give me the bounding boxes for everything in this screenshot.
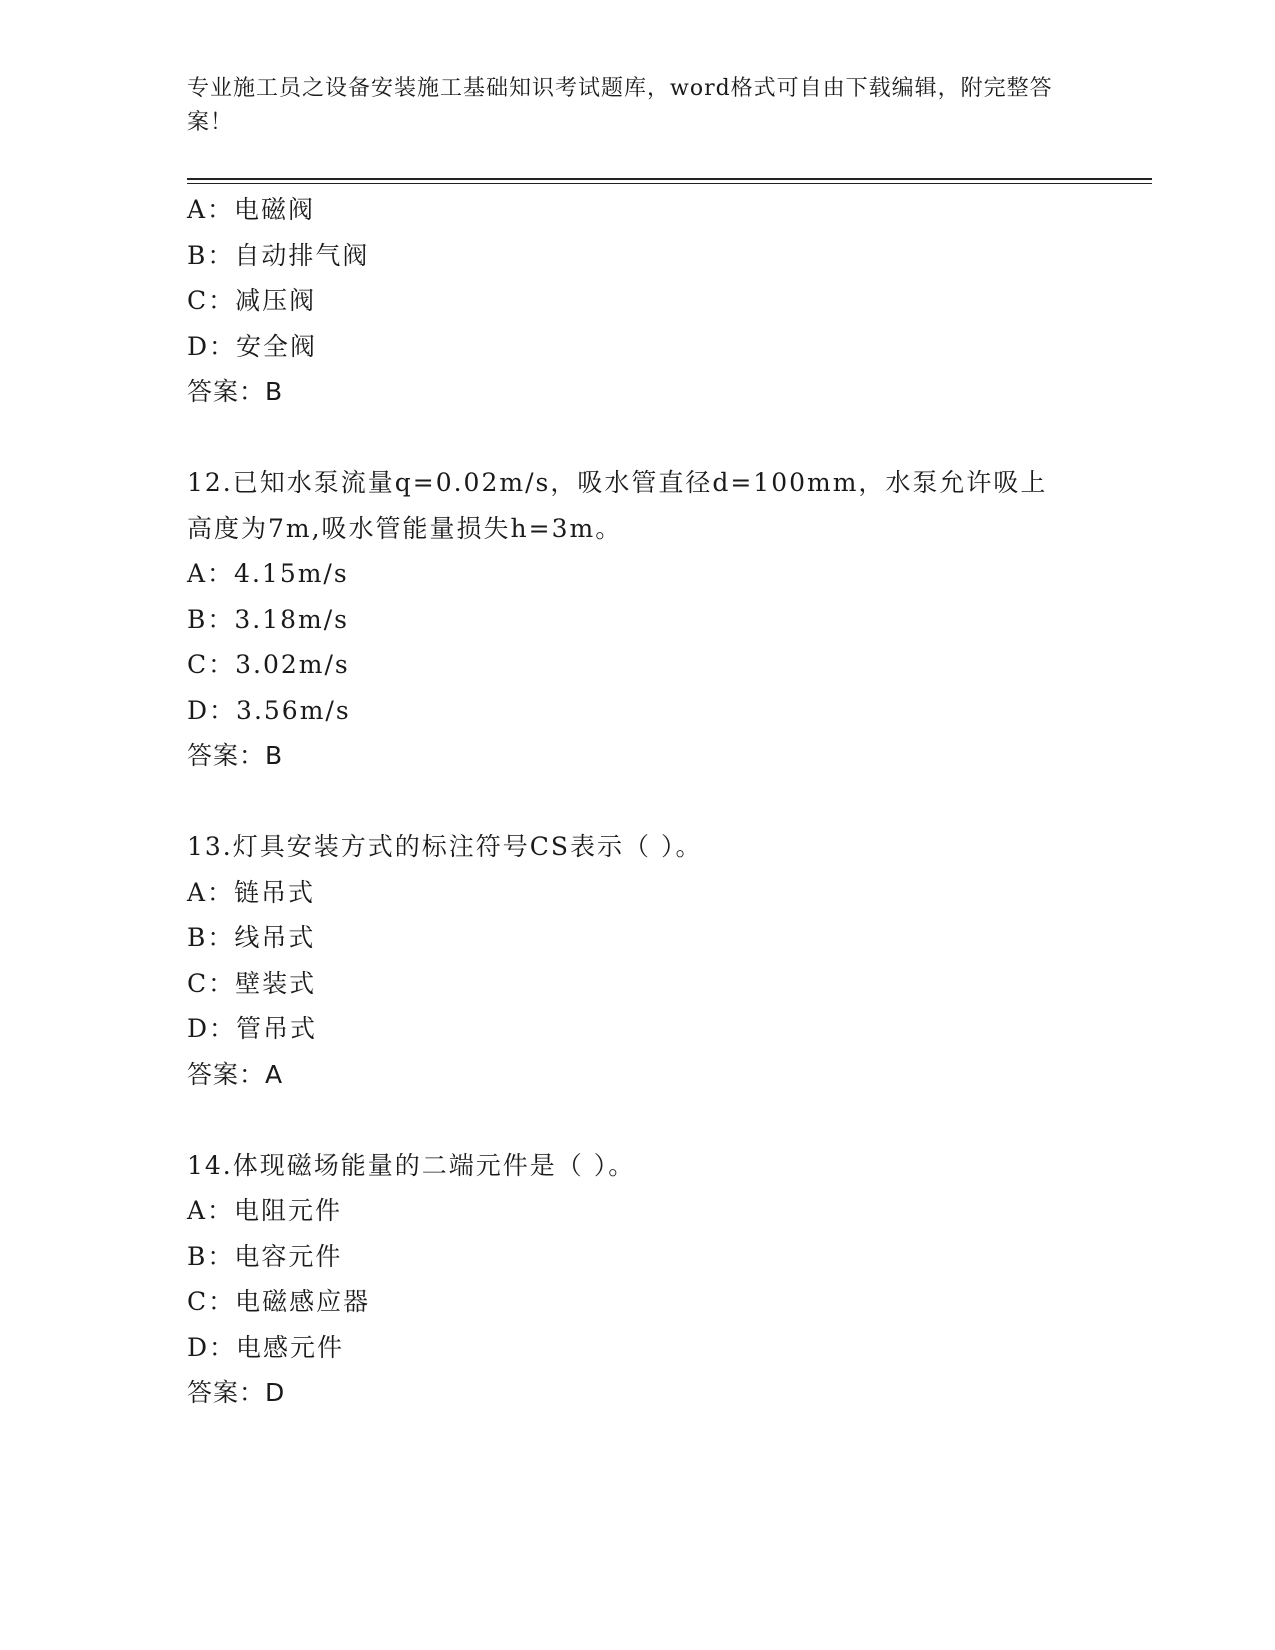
answer-line: 答案：B xyxy=(187,741,284,770)
option-d: D：3.56m/s xyxy=(187,695,351,725)
document-header: 专业施工员之设备安装施工基础知识考试题库，word格式可自由下载编辑，附完整答案！ xyxy=(187,76,1053,135)
question-stem: 13.灯具安装方式的标注符号CS表示（ ）。 xyxy=(187,832,703,861)
option-d: D：管吊式 xyxy=(187,1014,318,1043)
answer-line: 答案：A xyxy=(187,1059,284,1089)
option-a: A：4.15m/s xyxy=(187,559,349,588)
header-divider-thin xyxy=(187,183,1152,184)
question-stem: 12.已知水泵流量q=0.02m/s，吸水管直径d=100mm，水泵允许吸上高度为7m,吸水管能量损失h=3m。 xyxy=(187,468,1048,543)
option-b: B：电容元件 xyxy=(187,1241,343,1271)
option-b: B：3.18m/s xyxy=(187,604,349,634)
question-list xyxy=(187,187,1087,1416)
option-a: A：链吊式 xyxy=(187,877,316,907)
option-a: A：电磁阀 xyxy=(187,195,316,224)
question-13 xyxy=(187,824,1087,1097)
question-14 xyxy=(187,1143,1087,1416)
option-d: D：安全阀 xyxy=(187,331,318,361)
question-stem: 14.体现磁场能量的二端元件是（ ）。 xyxy=(187,1150,636,1180)
answer-line: 答案：D xyxy=(187,1378,286,1407)
option-c: C：3.02m/s xyxy=(187,650,350,679)
question-11 xyxy=(187,187,1087,415)
option-b: B：线吊式 xyxy=(187,923,316,952)
option-a: A：电阻元件 xyxy=(187,1196,343,1225)
header-divider-thick xyxy=(187,178,1152,180)
question-12 xyxy=(187,460,1087,779)
option-b: B：自动排气阀 xyxy=(187,240,370,270)
option-c: C：电磁感应器 xyxy=(187,1287,371,1316)
option-c: C：壁装式 xyxy=(187,968,317,998)
option-c: C：减压阀 xyxy=(187,286,317,315)
option-d: D：电感元件 xyxy=(187,1332,345,1362)
answer-line: 答案：B xyxy=(187,377,284,406)
